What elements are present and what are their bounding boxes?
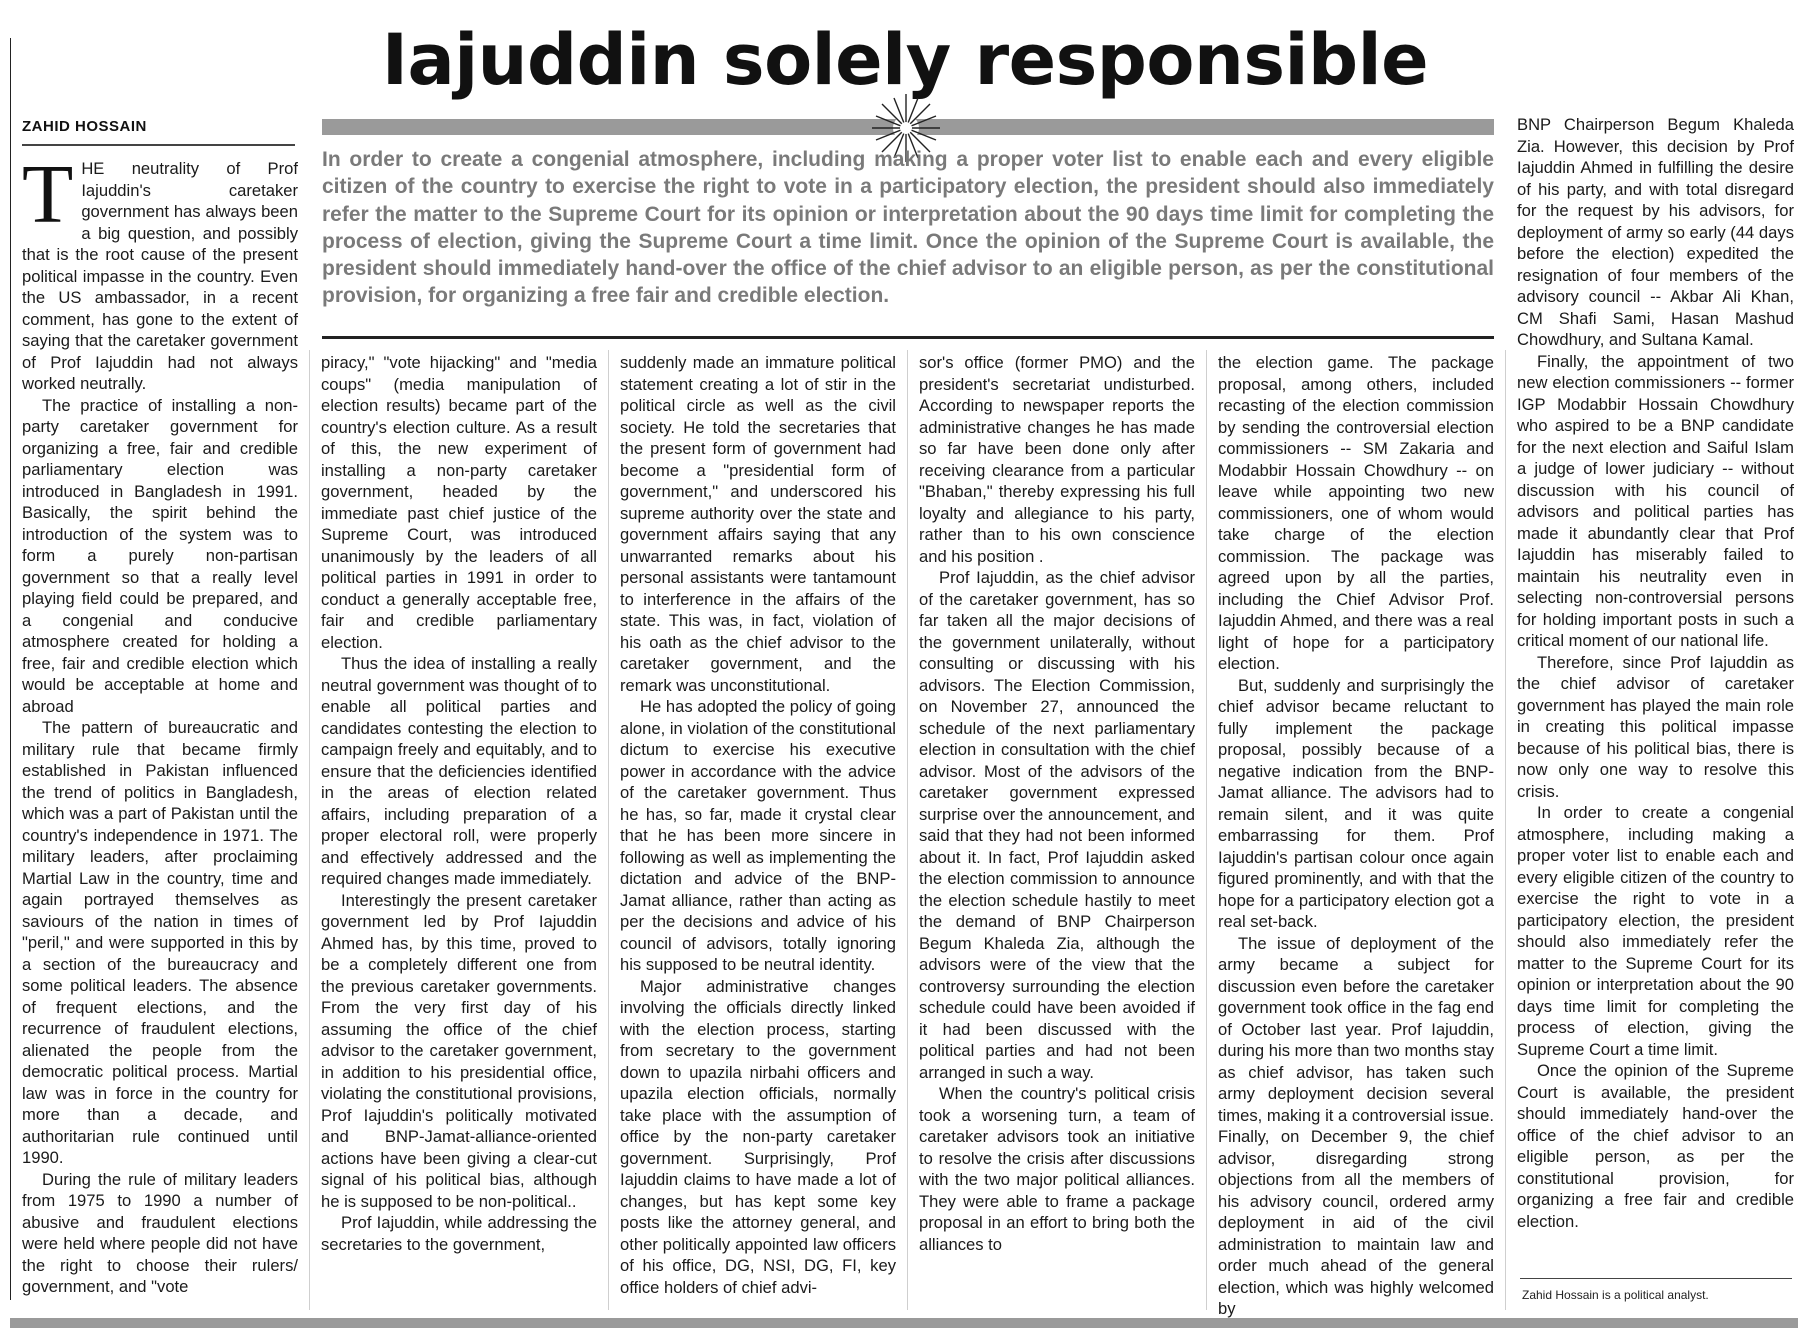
article-paragraph: When the country's political crisis took a worsening turn, a team of caretaker advisors took an initiative to resolve the crisis after discussions with the two major political alliances. They were able to frame a package proposal in an effort to bring both the alliances to xyxy=(919,1084,1195,1254)
article-paragraph: The issue of deployment of the army became a subject for discussion even before the caretaker government took office in the fag end of October last year. Prof Iajuddin, during his more than two months stay as chief advisor, has taken such army deployment decision several times, making it a controversial issue. Finally, on December 9, the chief advisor, disregarding strong objections from all the members of his advisory council, ordered army deployment in aid of the civil administration to maintain law and order much ahead of the general election, which was highly welcomed by xyxy=(1218,933,1494,1318)
article-paragraph: Major administrative changes involving the officials directly linked with the election process, starting from secretary to the government down to upazila nirbahi officers and upazila election officials, normally take place with the assumption of office by the non-party caretaker government. Surprisingly, Prof Iajuddin claims to have made a lot of changes, but has kept some key posts like the attorney general, and other politically appointed law officers of his office, DG, NSI, DG, FI, key office holders of chief advi- xyxy=(620,976,896,1297)
article-paragraph: sor's office (former PMO) and the president's secretariat undisturbed. According to newspaper reports the administrative changes he has made so far have been done only after receiving clearance from a particular "Bhaban," thereby expressing his full loyalty and allegiance to his party, rather than to his own conscience and his position . xyxy=(919,353,1195,566)
column-divider xyxy=(608,350,609,1310)
article-paragraph: BNP Chairperson Begum Khaleda Zia. However, this decision by Prof Iajuddin Ahmed in fulfilling the desire of his party, and with total disregard for the request by his advisors, for deployment of army so early (44 days before the election) expedited the resignation of four members of the advisory council -- Akbar Ali Khan, CM Shafi Sami, Hasan Mashud Chowdhury, and Sultana Kamal. xyxy=(1517,115,1794,349)
article-column-5 xyxy=(1218,352,1494,1320)
column-divider xyxy=(907,350,908,1310)
author-note: Zahid Hossain is a political analyst. xyxy=(1522,1288,1709,1302)
article-paragraph: the election game. The package proposal, among others, included recasting of the election commission by sending the controversial election commissioners -- SM Zakaria and Modabbir Hossain Chowdhury -- on leave while appointing two new commissioners, one of whom would take charge of the election commission. The package was agreed upon by all the parties, including the Chief Advisor Prof. Iajuddin Ahmed, and there was a real light of hope for a participatory election. xyxy=(1218,353,1494,673)
column-divider xyxy=(1505,350,1506,1310)
drop-cap: T xyxy=(22,148,74,241)
article-column-4 xyxy=(919,352,1195,1255)
article-column-6 xyxy=(1517,114,1794,1232)
article-paragraph: In order to create a congenial atmosphere, including making a proper voter list to enable each and every eligible citizen of the country to exercise the right to vote in a participatory election, the president should also immediately refer the matter to the Supreme Court for its opinion or interpretation about the 90 days time limit for completing the process of election, giving the Supreme Court a time limit. xyxy=(1517,803,1794,1059)
article-paragraph: Therefore, since Prof Iajuddin as the chief advisor of caretaker government has played the main role in creating this political impasse because of his political bias, there is now only one way to resolve this crisis. xyxy=(1517,652,1794,801)
article-paragraph: The pattern of bureaucratic and military rule that became firmly established in Pakistan influenced the trend of politics in Bangladesh, which was a part of Pakistan until the country's independence in 1971. The military leaders, after proclaiming Martial Law in the country, time and again portrayed themselves as saviours of the nation in times of "peril," and were supported in this by a section of the bureaucracy and some political leaders. The absence of frequent elections, and the recurrence of fraudulent elections, alienated the people from the democratic political process. Martial law was in force in the country for more than a decade, and authoritarian rule continued until 1990. xyxy=(22,718,298,1167)
article-paragraph: Prof Iajuddin, as the chief advisor of the caretaker government, has so far taken all the major decisions of the government unilaterally, without consulting or discussing with his advisors. The Election Commission, on November 27, announced the schedule of the next parliamentary election in consultation with the chief advisor. Most of the advisors of the caretaker government expressed surprise over the announcement, and said that they had not been informed about it. In fact, Prof Iajuddin asked the election commission to announce the election schedule hastily to meet the demand of BNP Chairperson Begum Khaleda Zia, although the advisors were of the view that the controversy surrounding the election schedule could have been avoided if it had been discussed with the political parties and had not been arranged in such a way. xyxy=(919,568,1195,1082)
article-paragraph: Prof Iajuddin, while addressing the secretaries to the government, xyxy=(321,1213,597,1254)
column-divider xyxy=(309,350,310,1310)
article-paragraph: Interestingly the present caretaker government led by Prof Iajuddin Ahmed has, by this time, proved to be a completely different one from the previous caretaker governments. From the very first day of his assuming the office of the chief advisor to the caretaker government, in addition to his presidential office, violating the constitutional provisions, Prof Iajuddin's politically motivated and BNP-Jamat-alliance-oriented actions have been giving a clear-cut signal of his political bias, although he is supposed to be non-political.. xyxy=(321,890,597,1211)
byline: ZAHID HOSSAIN xyxy=(22,118,295,146)
author-note-rule xyxy=(1520,1278,1792,1279)
article-column-2 xyxy=(321,352,597,1255)
article-column-3 xyxy=(620,352,896,1298)
column-divider xyxy=(1206,350,1207,1310)
article-paragraph: But, suddenly and surprisingly the chief advisor became reluctant to fully implement the package proposal, possibly because of a negative indication from the BNP-Jamat alliance. The advisors had to remain silent, and it was quite embarrassing for them. Prof Iajuddin's partisan colour once again figured prominently, and with that the hope for a participatory election got a real set-back. xyxy=(1218,675,1494,931)
article-paragraph: piracy," "vote hijacking" and "media coups" (media manipulation of election results) became part of the country's election culture. As a result of this, the new experiment of installing a non-party caretaker government, headed by the immediate past chief justice of the Supreme Court, was introduced unanimously by the leaders of all political parties in 1991 in order to conduct a generally acceptable free, fair and credible parliamentary election. xyxy=(321,353,597,652)
article-paragraph: suddenly made an immature political statement creating a lot of stir in the political circle as well as the civil society. He told the secretaries that the present form of government had become a "presidential form of government," and underscored his supreme authority over the state and government affairs saying that any unwarranted remarks about his personal assistants were tantamount to interference in the affairs of the state. This was, in fact, violation of his oath as the chief advisor to the caretaker government, and the remark was unconstitutional. xyxy=(620,353,896,695)
article-paragraph: THE neutrality of Prof Iajuddin's caretaker government has always been a big question, and possibly that is the root cause of the present political impasse in the country. Even the US ambassador, in a recent comment, has gone to the extent of saying that the caretaker government of Prof Iajuddin had not always worked neutrally. xyxy=(22,148,298,393)
headline: Iajuddin solely responsible xyxy=(381,19,1429,101)
article-paragraph: During the rule of military leaders from 1975 to 1990 a number of abusive and fraudulent elections were held where people did not have the right to choose their rulers/ government, and "vote xyxy=(22,1169,298,1296)
article-paragraph: Finally, the appointment of two new election commissioners -- former IGP Modabbir Hossain Chowdhury who aspired to be a BNP candidate for the next election and Saiful Islam a judge of lower judiciary -- without discussion with his council of advisors and political parties has made it abundantly clear that Prof Iajuddin has miserably failed to maintain his neutrality even in selecting non-controversial persons for holding important posts in such a critical moment of our national life. xyxy=(1517,351,1794,650)
article-paragraph: The practice of installing a non-party caretaker government for organizing a free, fair and credible parliamentary election was introduced in Bangladesh in 1991. Basically, the spirit behind the introduction of the system was to form a purely non-partisan government so that a really level playing field could be prepared, and a congenial and conducive atmosphere created for holding a free, fair and credible election which would be acceptable at home and abroad xyxy=(22,395,298,716)
page-edge-line xyxy=(10,38,11,1300)
article-paragraph: Once the opinion of the Supreme Court is available, the president should immediately hand-over the office of the chief advisor to an eligible person, as per the constitutional provision, for organizing a free fair and credible election. xyxy=(1517,1061,1794,1231)
article-column-1 xyxy=(22,148,298,1298)
article-paragraph: He has adopted the policy of going alone, in violation of the constitutional dictum to exercise his executive power in accordance with the advice of the caretaker government. Thus he has, so far, made it crystal clear that he has been more sincere in following as well as implementing the dictation and advice of the BNP-Jamat alliance, rather than acting as per the decisions and advice of his council of advisors, totally ignoring his supposed to be neutral identity. xyxy=(620,697,896,974)
pull-quote-bottom-rule xyxy=(322,336,1494,339)
article-paragraph: Thus the idea of installing a really neutral government was thought of to enable all political parties and candidates contesting the election to campaign freely and equitably, and to ensure that the deficiencies identified in the areas of election related affairs, including preparation of a proper electoral roll, were properly and effectively addressed and the required changes made immediately. xyxy=(321,654,597,888)
bottom-bar xyxy=(10,1318,1798,1328)
pull-quote: In order to create a congenial atmosphere, including making a proper voter list to enable each and every eligible citizen of the country to exercise the right to vote in a participatory election, the president should also immediately refer the matter to the Supreme Court for its opinion or interpretation about the 90 days time limit for completing the process of election, giving the Supreme Court a time limit. Once the opinion of the Supreme Court is available, the president should immediately hand-over the office of the chief advisor to an eligible person, as per the constitutional provision, for organizing a free fair and credible election. xyxy=(322,148,1494,308)
